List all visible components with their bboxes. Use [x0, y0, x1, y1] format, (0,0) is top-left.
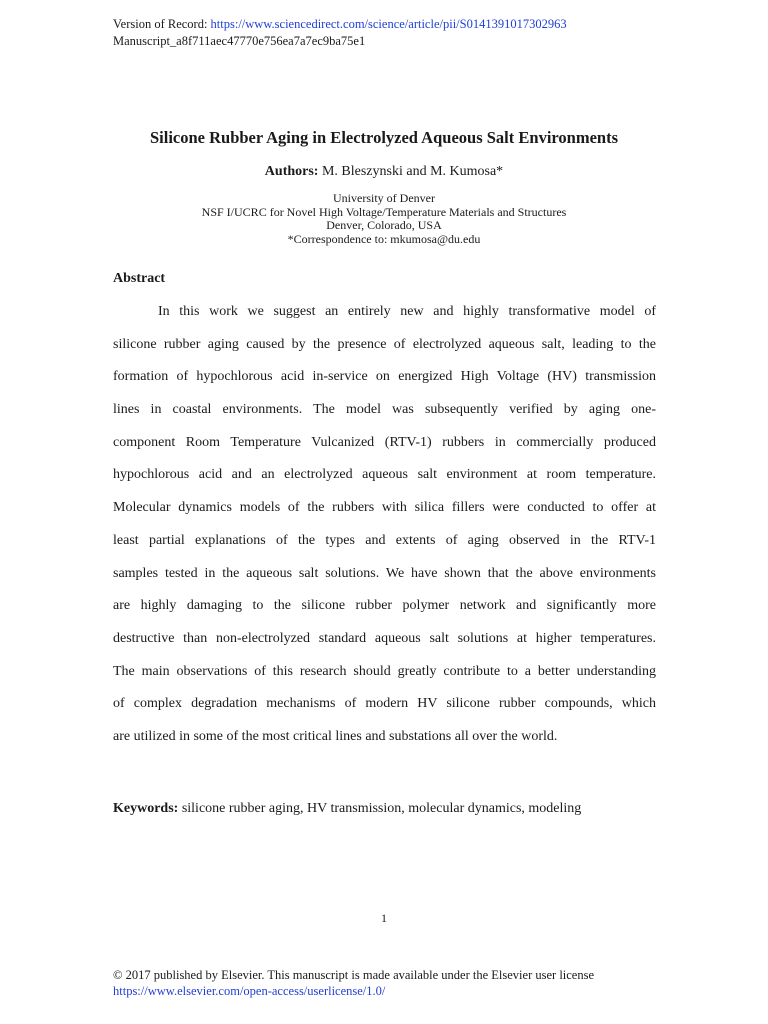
affiliation-center: NSF I/UCRC for Novel High Voltage/Temperature Materials and Structures	[201, 204, 567, 219]
keywords-label: Keywords:	[113, 801, 179, 816]
abstract-line: are utilized in some of the most critical lines and substations all over the world.	[113, 728, 558, 744]
version-of-record-link[interactable]: https://www.sciencedirect.com/science/article/pii/S0141391017302963	[210, 17, 567, 31]
abstract-line: hypochlorous acid and an electrolyzed aqueous salt environment at room temperature.	[113, 467, 656, 483]
abstract-line: Molecular dynamics models of the rubbers with silica fillers were conducted to offer at	[113, 500, 656, 516]
abstract-line: component Room Temperature Vulcanized (RTV-1) rubbers in commercially produced	[113, 434, 656, 450]
authors-line	[40, 162, 728, 182]
authors-label: Authors:	[264, 164, 319, 179]
author-names: M. Bleszynski and M. Kumosa*	[318, 164, 504, 179]
abstract-line: lines in coastal environments. The model was subsequently verified by aging one-	[113, 402, 656, 418]
correspondence: *Correspondence to: mkumosa@du.edu	[287, 231, 481, 246]
version-of-record-label: Version of Record:	[113, 17, 211, 31]
abstract-line: silicone rubber aging caused by the presence of electrolyzed aqueous salt, leading to the	[113, 336, 656, 352]
abstract-line: samples tested in the aqueous salt solutions. We have shown that the above environments	[113, 565, 656, 581]
paper-title: Silicone Rubber Aging in Electrolyzed Aqueous Salt Environments	[149, 128, 619, 147]
affiliation-location: Denver, Colorado, USA	[326, 218, 442, 232]
abstract-line: The main observations of this research should greatly contribute to a better understanding	[113, 663, 656, 679]
abstract-heading: Abstract	[113, 271, 166, 286]
keywords-text: silicone rubber aging, HV transmission, molecular dynamics, modeling	[178, 801, 582, 816]
version-of-record	[113, 16, 567, 33]
license-link[interactable]: https://www.elsevier.com/open-access/userlicense/1.0/	[113, 984, 386, 998]
keywords-line	[113, 799, 581, 819]
abstract-line: destructive than non-electrolyzed standard aqueous salt solutions at higher temperatures.	[113, 630, 656, 646]
affiliation-university: University of Denver	[333, 191, 435, 205]
abstract-line: formation of hypochlorous acid in-service on energized High Voltage (HV) transmission	[113, 369, 656, 385]
abstract-line: In this work we suggest an entirely new and highly transformative model of	[158, 304, 656, 319]
abstract-body	[113, 302, 656, 760]
affiliation-block	[40, 192, 728, 246]
license-text: © 2017 published by Elsevier. This manuscript is made available under the Elsevier user license	[113, 968, 595, 982]
page-number: 1	[381, 911, 387, 925]
license-footer	[113, 967, 594, 999]
abstract-line: of complex degradation mechanisms of modern HV silicone rubber compounds, which	[113, 696, 656, 712]
abstract-line: are highly damaging to the silicone rubber polymer network and significantly more	[113, 598, 656, 614]
manuscript-id: Manuscript_a8f711aec47770e756ea7a7ec9ba75e1	[113, 34, 366, 48]
abstract-line: least partial explanations of the types and extents of aging observed in the RTV-1	[113, 532, 656, 548]
